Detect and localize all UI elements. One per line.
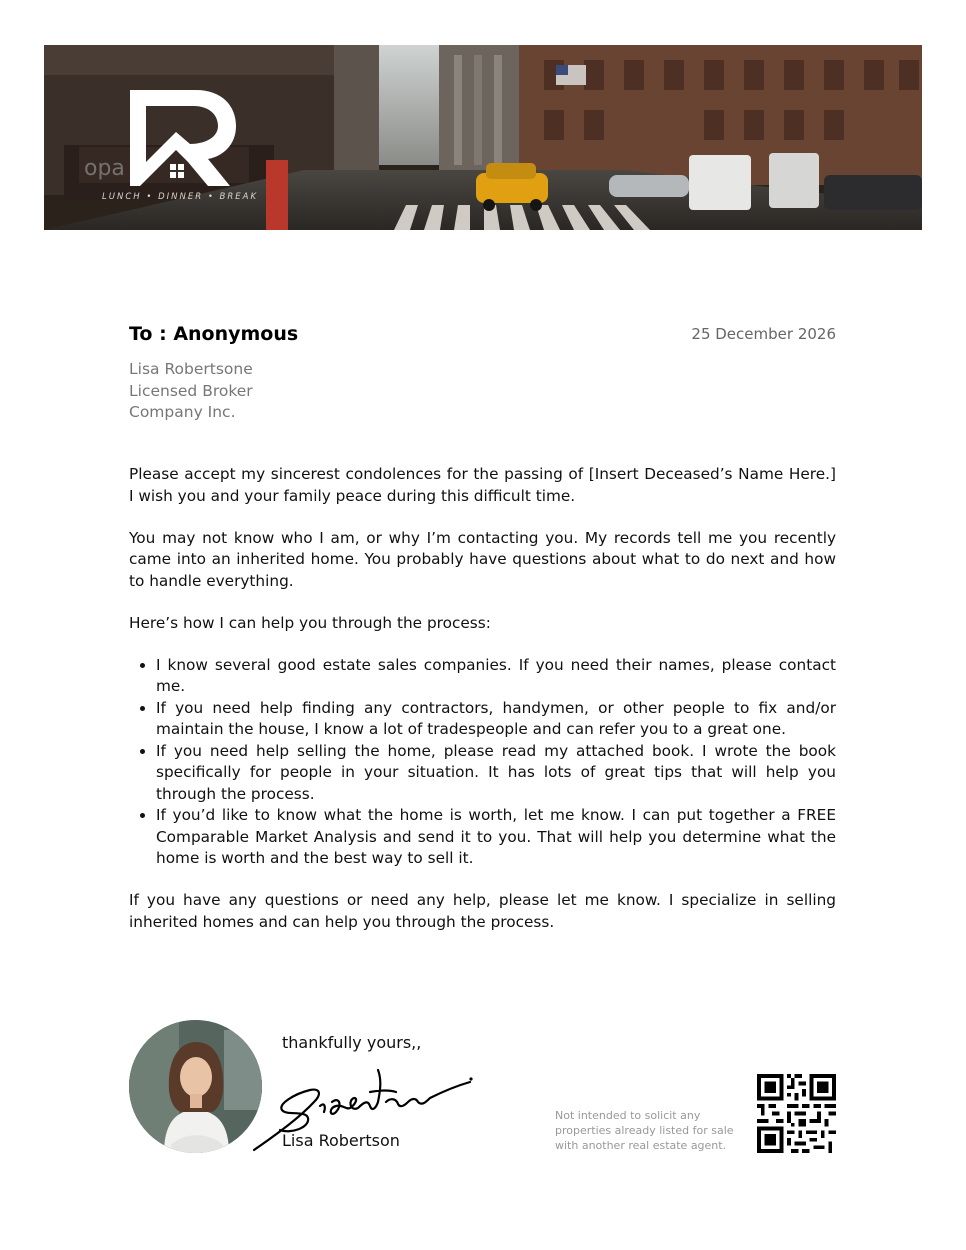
body-paragraph-3: Here’s how I can help you through the process: [129,613,491,632]
list-item: • If you need help selling the home, please read my attached book. I wrote the book specifically for people in your situation. It has lots of great tips that will help you through the process. [156,741,836,806]
disclaimer-text: Not intended to solicit any properties already listed for sale with another real estate agent. [555,1109,734,1152]
letter-body [129,464,836,954]
body-paragraph-2: You may not know who I am, or why I’m contacting you. My records tell me you recently came into an inherited home. You probably have questions about what to do next and how to handle everything. [129,528,836,590]
svg-text:opa: opa [84,156,125,181]
help-list [129,655,836,870]
sender-name: Lisa Robertsone [129,360,253,378]
signer-name: Lisa Robertson [282,1131,400,1150]
agent-portrait-photo [129,1020,262,1153]
sender-block [129,359,253,424]
sender-company: Company Inc. [129,403,236,421]
body-paragraph-1: Please accept my sincerest condolences for the passing of [Insert Deceased’s Name Here.] I wish you and your family peace during this difficult time. [129,465,836,505]
storefront-sign-text: LUNCH • DINNER • BREAK [102,192,259,202]
recipient-line: To : Anonymous [129,323,299,345]
list-item: • If you need help finding any contractors, handymen, or other people to fix and/or maintain the house, I know a lot of tradespeople and can refer you to a great one. [156,698,836,741]
list-item: • I know several good estate sales companies. If you need their names, please contact me. [156,655,836,698]
sender-title: Licensed Broker [129,381,253,400]
house-r-logo-icon [126,86,236,190]
letter-date: 25 December 2026 [691,325,836,343]
qr-code-icon[interactable] [757,1074,836,1153]
body-paragraph-4: If you have any questions or need any help, please let me know. I specialize in selling inherited homes and can help you through the process. [129,891,836,931]
list-item: • If you’d like to know what the home is worth, let me know. I can put together a FREE Comparable Market Analysis and send it to you. That will help you determine what the home is worth and the best way to sell it. [156,805,836,870]
closing-salutation: thankfully yours,, [282,1033,422,1052]
signature-text: Signature [290,1102,295,1103]
